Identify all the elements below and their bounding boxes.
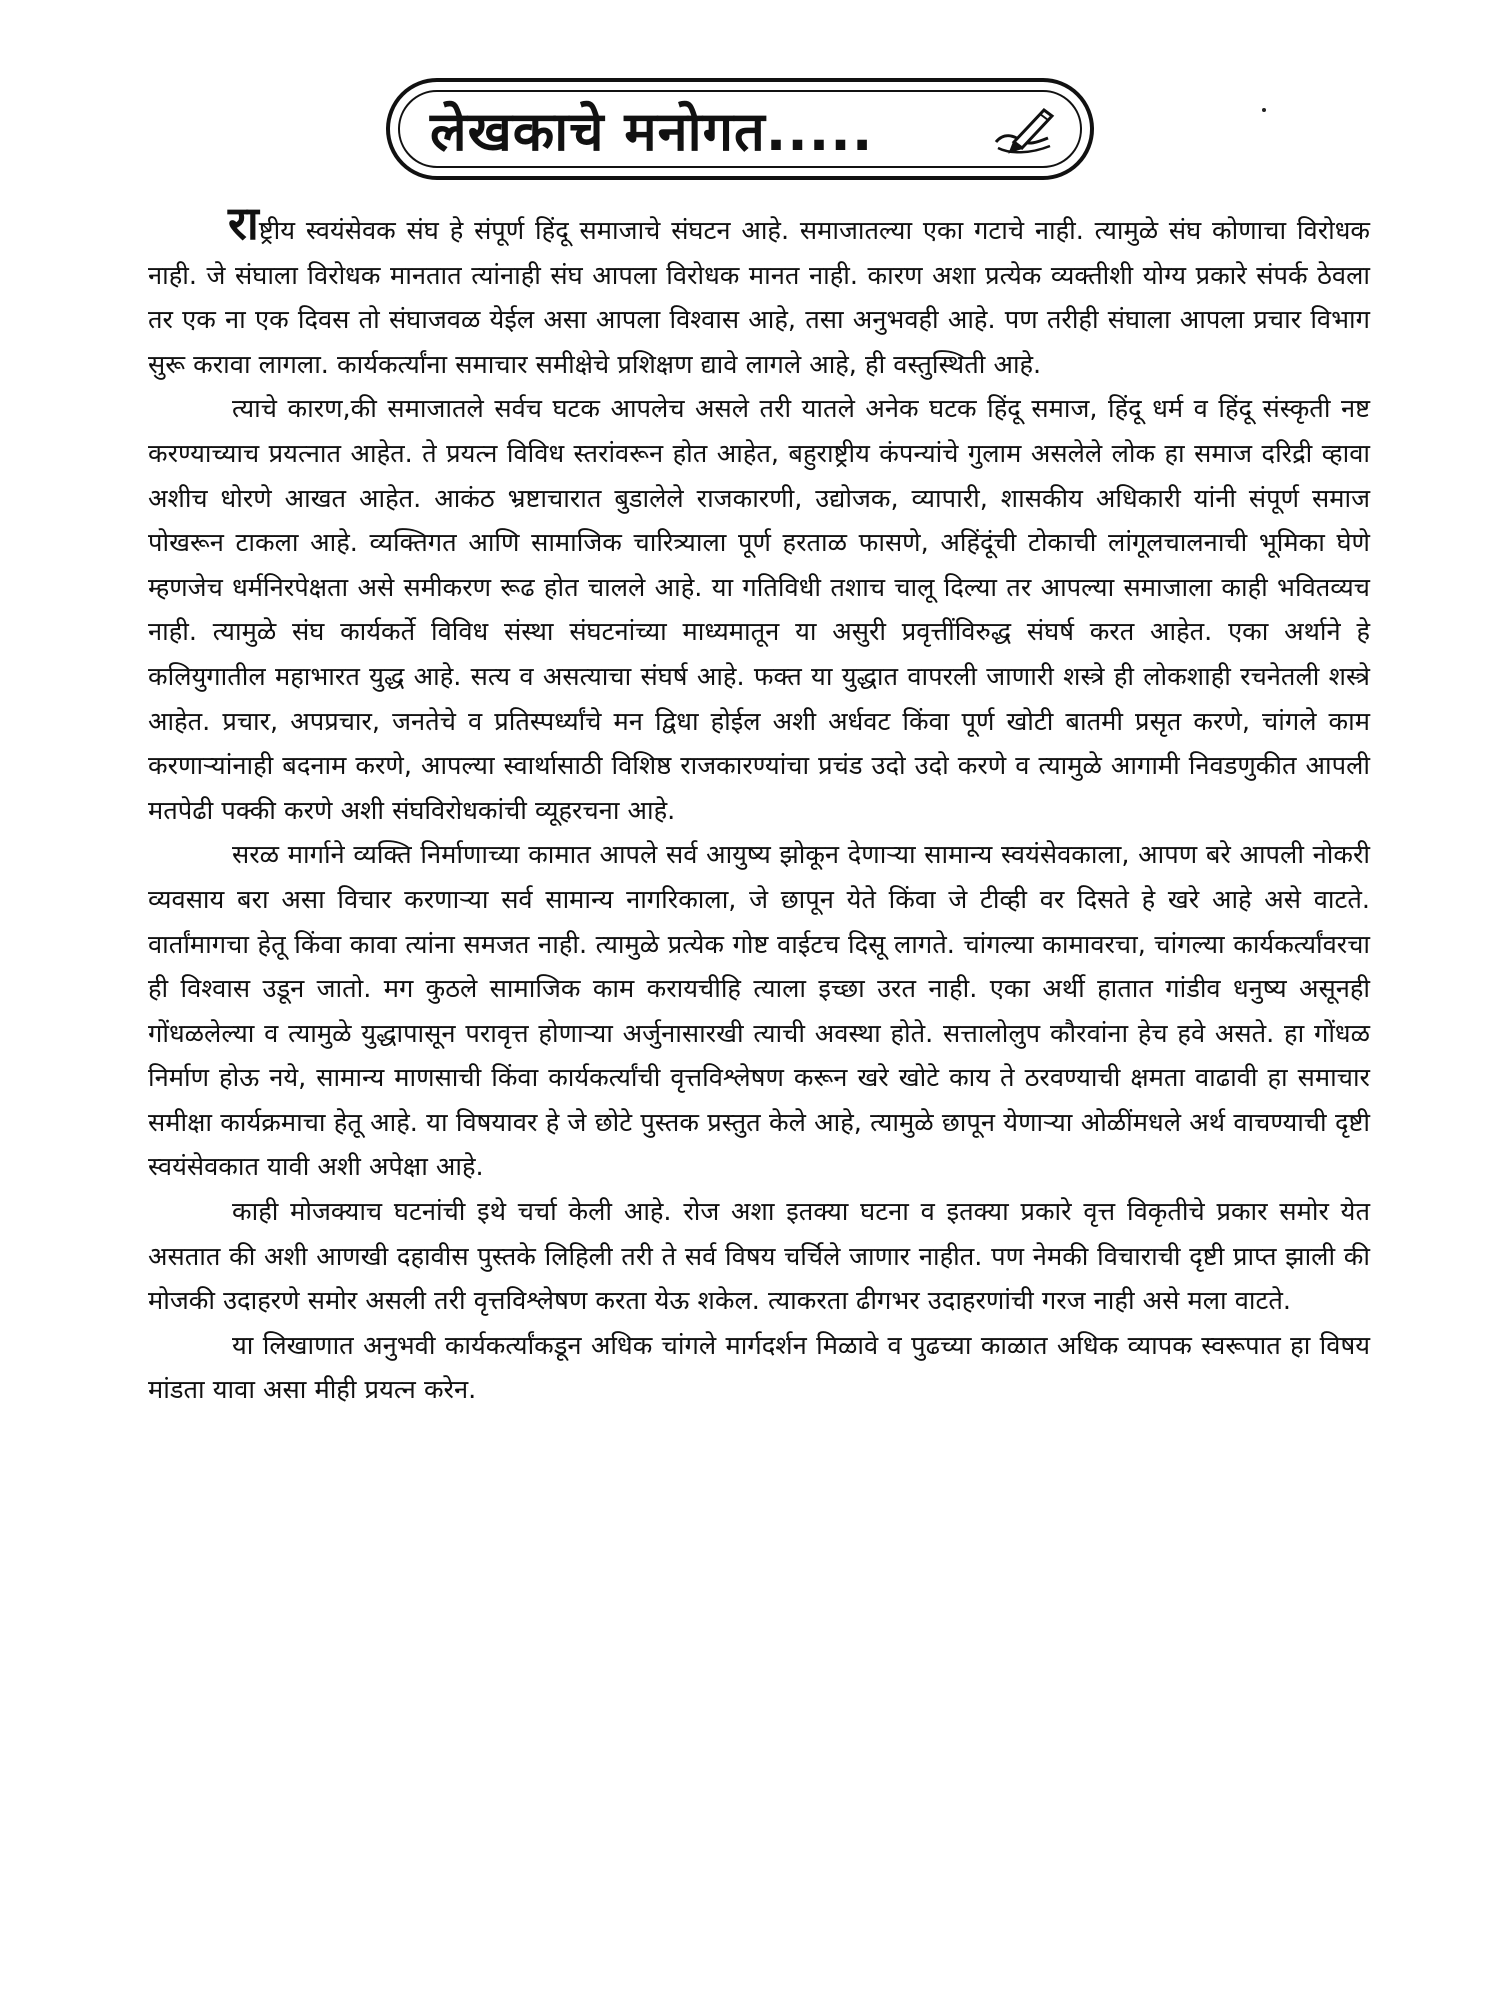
- paragraph-2: त्याचे कारण,की समाजातले सर्वच घटक आपलेच असले तरी यातले अनेक घटक हिंदू समाज, हिंदू धर्म व हिंदू संस्कृती नष्ट करण्याच्याच प्रयत्नात आहेत. ते प्रयत्न विविध स्तरांवरून होत आहेत, बहुराष्ट्रीय कंपन्यांचे गुलाम असलेले लोक हा समाज दरिद्री व्हावा अशीच धोरणे आखत आहेत. आकंठ भ्रष्टाचारात बुडालेले राजकारणी, उद्योजक, व्यापारी, शासकीय अधिकारी यांनी संपूर्ण समाज पोखरून टाकला आहे. व्यक्तिगत आणि सामाजिक चारित्र्याला पूर्ण हरताळ फासणे, अहिंदूंची टोकाची लांगूलचालनाची भूमिका घेणे म्हणजेच धर्मनिरपेक्षता असे समीकरण रूढ होत चालले आहे. या गतिविधी तशाच चालू दिल्या तर आपल्या समाजाला काही भवितव्यच नाही. त्यामुळे संघ कार्यकर्ते विविध संस्था संघटनांच्या माध्यमातून या असुरी प्रवृत्तींविरुद्ध संघर्ष करत आहेत. एका अर्थाने हे कलियुगातील महाभारत युद्ध आहे. सत्य व असत्याचा संघर्ष आहे. फक्त या युद्धात वापरली जाणारी शस्त्रे ही लोकशाही रचनेतली शस्त्रे आहेत. प्रचार, अपप्रचार, जनतेचे व प्रतिस्पर्ध्यांचे मन द्विधा होईल अशी अर्धवट किंवा पूर्ण खोटी बातमी प्रसृत करणे, चांगले काम करणाऱ्यांनाही बदनाम करणे, आपल्या स्वार्थासाठी विशिष्ठ राजकारण्यांचा प्रचंड उदो उदो करणे व त्यामुळे आगामी निवडणुकीत आपली मतपेढी पक्की करणे अशी संघविरोधकांची व्यूहरचना आहे.: [148, 394, 1370, 826]
- title-banner: [386, 78, 1094, 180]
- drop-cap: रा: [228, 196, 259, 250]
- paragraph-3: सरळ मार्गाने व्यक्ति निर्माणाच्या कामात आपले सर्व आयुष्य झोकून देणाऱ्या सामान्य स्वयंसेवकाला, आपण बरे आपली नोकरी व्यवसाय बरा असा विचार करणाऱ्या सर्व सामान्य नागरिकाला, जे छापून येते किंवा जे टीव्ही वर दिसते हे खरे आहे असे वाटते. वार्तांमागचा हेतू किंवा कावा त्यांना समजत नाही. त्यामुळे प्रत्येक गोष्ट वाईटच दिसू लागते. चांगल्या कामावरचा, चांगल्या कार्यकर्त्यांवरचा ही विश्वास उडून जातो. मग कुठले सामाजिक काम करायचीहि त्याला इच्छा उरत नाही. एका अर्थी हातात गांडीव धनुष्य असूनही गोंधळलेल्या व त्यामुळे युद्धापासून परावृत्त होणाऱ्या अर्जुनासारखी त्याची अवस्था होते. सत्तालोलुप कौरवांना हेच हवे असते. हा गोंधळ निर्माण होऊ नये, सामान्य माणसाची किंवा कार्यकर्त्यांची वृत्तविश्लेषण करून खरे खोटे काय ते ठरवण्याची क्षमता वाढावी हा समाचार समीक्षा कार्यक्रमाचा हेतू आहे. या विषयावर हे जे छोटे पुस्तक प्रस्तुत केले आहे, त्यामुळे छापून येणाऱ्या ओळींमधले अर्थ वाचण्याची दृष्टी स्वयंसेवकात यावी अशी अपेक्षा आहे.: [148, 840, 1370, 1183]
- paragraph-1-text: ष्ट्रीय स्वयंसेवक संघ हे संपूर्ण हिंदू समाजाचे संघटन आहे. समाजातल्या एका गटाचे नाही. त्यामुळे संघ कोणाचा विरोधक नाही. जे संघाला विरोधक मानतात त्यांनाही संघ आपला विरोधक मानत नाही. कारण अशा प्रत्येक व्यक्तीशी योग्य प्रकारे संपर्क ठेवला तर एक ना एक दिवस तो संघाजवळ येईल असा आपला विश्वास आहे, तसा अनुभवही आहे. पण तरीही संघाला आपला प्रचार विभाग सुरू करावा लागला. कार्यकर्त्यांना समाचार समीक्षेचे प्रशिक्षण द्यावे लागले आहे, ही वस्तुस्थिती आहे.: [148, 216, 1370, 380]
- paragraph-5: या लिखाणात अनुभवी कार्यकर्त्यांकडून अधिक चांगले मार्गदर्शन मिळावे व पुढच्या काळात अधिक व्यापक स्वरूपात हा विषय मांडता यावा असा मीही प्रयत्न करेन.: [148, 1330, 1370, 1406]
- pen-writing-icon: [990, 102, 1058, 160]
- speck-mark: [1262, 108, 1266, 112]
- page-title: लेखकाचे मनोगत.....: [430, 100, 874, 163]
- paragraph-4: काही मोजक्याच घटनांची इथे चर्चा केली आहे. रोज अशा इतक्या घटना व इतक्या प्रकारे वृत्त विकृतीचे प्रकार समोर येत असतात की अशी आणखी दहावीस पुस्तके लिहिली तरी ते सर्व विषय चर्चिले जाणार नाहीत. पण नेमकी विचाराची दृष्टी प्राप्त झाली की मोजकी उदाहरणे समोर असली तरी वृत्तविश्लेषण करता येऊ शकेल. त्याकरता ढीगभर उदाहरणांची गरज नाही असे मला वाटते.: [148, 1197, 1370, 1317]
- preface-body: [148, 196, 1370, 1413]
- paragraph-1: [148, 196, 1370, 387]
